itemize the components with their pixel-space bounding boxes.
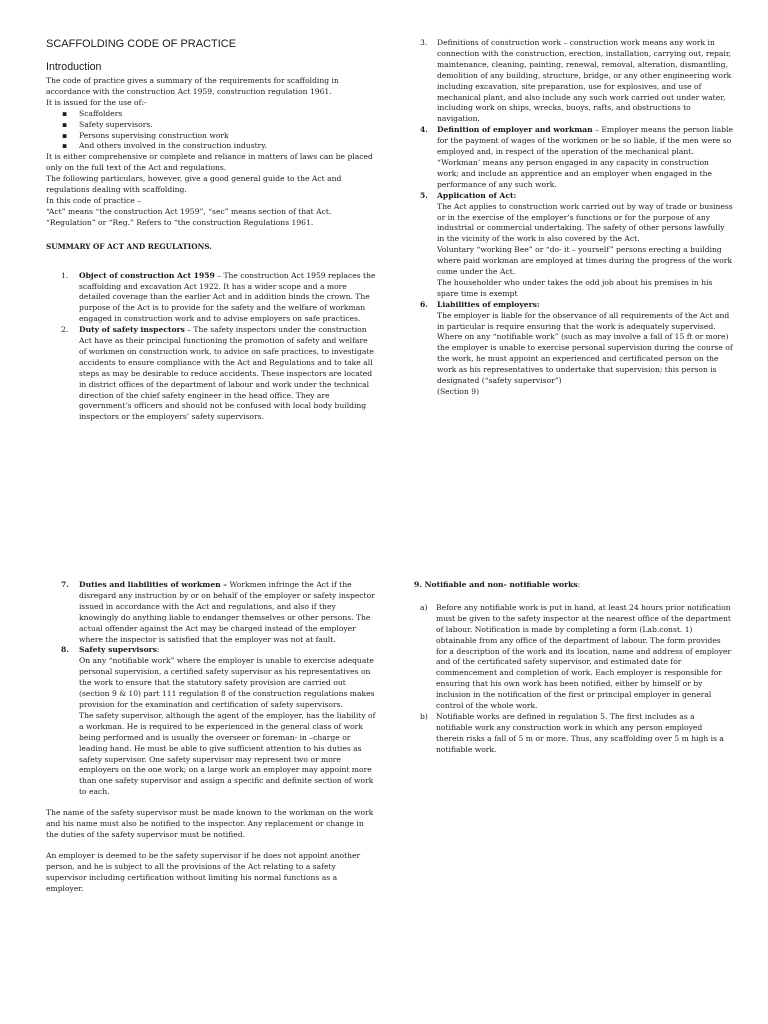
item-title: Definition of employer and workman [437, 125, 593, 135]
list-item: ▪ And others involved in the construction industry. [46, 141, 376, 152]
item-text: Workmen infringe the Act if the disregard any instruction by or on behalf of the employer or safety inspector issued in accordance with the Act and regulations, and also if they knowingly do anything liable to endanger themselves or other persons. The actual offender against the Act may be charged instead of the employer where the inspector is satisfied that the employer was not at fault. [79, 580, 375, 644]
list-item [420, 38, 733, 125]
spacer [46, 841, 376, 851]
list-item [420, 125, 733, 190]
intro-paragraph: It is either comprehensive or complete and reliance in matters of laws can be placed only on the full text of the Act and regulations. [46, 152, 373, 173]
section-heading-text: 9. Notifiable and non- notifiable works [414, 580, 578, 589]
item-number: 6. [420, 299, 428, 309]
item-number: 2. [61, 325, 69, 335]
intro-paragraph: “Act” means “the construction Act 1959”, “sec” means section of that Act. [46, 206, 332, 216]
item-section-reference: (Section 9) [437, 387, 480, 396]
list-item: ▪ Safety supervisors. [46, 120, 376, 131]
item-number: 5. [420, 190, 428, 200]
item-label: a) [420, 602, 428, 612]
item-number: 1. [61, 270, 69, 280]
item-text: – Employer means the person liable for the payment of wages of the workmen or be so liable, if the men were so employed and, in respect of the operation of the mechanical plant. “Workman’ means any person engaged in any capacity in construction work; and include an apprentice and an employer when engaged in the performance of any such work. [437, 125, 733, 189]
section-heading [414, 580, 732, 591]
list-item [46, 325, 376, 423]
item-text: Before any notifiable work is put in hand, at least 24 hours prior notification must be given to the safety inspector at the nearest office of the department of labour. Notification is made by completing a form (Lab.const. 1) obtainable from any office of the department of labour. The form provides for a description of the work and its location, name and address of employer and of the certificated safety supervisor, and estimated date for commencement and completion of work. Each employer is responsible for ensuring that his own work has been notified, either by himself or by inclusion in the notification of the first or principal employer in general control of the whole work. [436, 602, 732, 711]
summary-heading: SUMMARY OF ACT AND REGULATIONS. [46, 241, 212, 251]
item-number: 8. [61, 645, 69, 655]
intro-heading: Introduction [46, 61, 102, 73]
item-text: The Act applies to construction work carried out by way of trade or business or in the exercise of the employer’s functions or for the purpose of any industrial or commercial undertaking. The safety of other persons lawfully in the vicinity of the work is also covered by the Act. [437, 201, 733, 244]
spacer [46, 798, 376, 808]
list-item [46, 645, 376, 798]
intro-paragraph: The code of practice gives a summary of the requirements for scaffolding in accordance with the construction Act 1959, construction regulation 1961. [46, 76, 339, 96]
page1-left-column [46, 38, 376, 423]
item-title: Application of Act: [437, 190, 517, 200]
document-title: SCAFFOLDING CODE OF PRACTICE [46, 38, 237, 50]
intro-paragraph: The following particulars, however, give a good general guide to the Act and regulations dealing with scaffolding. [46, 174, 342, 195]
item-number: 7. [61, 580, 69, 589]
item-number: 3. [420, 38, 428, 47]
list-item: ▪ Scaffolders [46, 109, 376, 120]
item-title: Duty of safety inspectors [79, 325, 185, 335]
list-item [46, 580, 376, 645]
intro-bullet-list [46, 109, 376, 153]
item-title: Duties and liabilities of workmen – [79, 580, 228, 589]
item-text: Voluntary “working Bee” or “do- it – yourself” persons erecting a building where paid workman are employed at times during the progress of the work come under the Act. [437, 245, 733, 277]
page1-right-column [420, 38, 733, 398]
item-text: The employer is liable for the observance of all requirements of the Act and in particular is require ensuring that the work is adequately supervised. Where on any “notifiable work” (such as may involve a fall of 15 ft or more) the employer is unable to exercise personal supervision during the course of the work, he must appoint an experienced and certificated person on the work as his representatives to undertake that supervision; this person is designated (“safety supervisor”) [437, 310, 733, 386]
item-title: Safety supervisors [79, 645, 157, 655]
item-title: Liabilities of employers: [437, 299, 540, 309]
body-paragraph: The name of the safety supervisor must be made known to the workman on the work and his name must also be notified to the inspector. Any replacement or change in the duties of the safety supervisor must be notified. [46, 808, 374, 839]
list-item: ▪ Persons supervising construction work [46, 131, 376, 142]
item-title-suffix: : [156, 645, 160, 655]
item-text: The householder who under takes the odd job about his premises in his spare time is exempt [437, 277, 713, 298]
list-item [420, 300, 733, 398]
list-item [414, 603, 732, 712]
item-text: Definitions of construction work – construction work means any work in connection with the construction, erection, installation, carrying out, repair, maintenance, cleaning, painting, renewal, removal, alteration, dismantling, demolition of any building, structure, bridge, or any other engineering work including excavation, site preparation, use for explosives, and use of mechanical plant, and also include any such work carried out under water, including work on ships, wrecks, buoys, rafts, and obstructions to navigation. [437, 38, 732, 124]
intro-paragraph: In this code of practice – [46, 195, 142, 205]
item-text: Notifiable works are defined in regulation 5. The first includes as a notifiable work any construction work in which any person employed therein risks a fall of 5 m or more. Thus, any scaffolding over 5 m high is a notifiable work. [436, 711, 724, 754]
list-item [46, 271, 376, 326]
list-item [420, 191, 733, 300]
list-item [414, 712, 732, 756]
intro-paragraph: “Regulation” or “Reg.” Refers to “the construction Regulations 1961. [46, 217, 314, 227]
intro-use-line: It is issued for the use of:- [46, 97, 147, 107]
page2-left-column [46, 580, 376, 894]
item-title: Object of construction Act 1959 [79, 270, 215, 280]
item-label: b) [420, 711, 428, 721]
item-text: – The safety inspectors under the construction Act have as their principal functioning the promotion of safety and welfare of workmen on construction work, to advice on safe practices, to investigate accidents to ensure compliance with the Act and Regulations and to take all steps as may be desirable to reduce accidents. These inspectors are located in district offices of the department of labour and work under the technical direction of the chief safety engineer in the head office. They are government’s officers and should not be confused with local body building inspectors or the employers’ safety supervisors. [79, 325, 374, 422]
page2-right-column [414, 580, 732, 756]
item-text: – The construction Act 1959 replaces the scaffolding and excavation Act 1922. It has a wider scope and a more detailed coverage than the earlier Act and in addition binds the crown. The purpose of the Act is to provide for the safety and the welfare of workman engaged in construction work and to advise employers on safe practices. [79, 270, 376, 324]
item-text: The safety supervisor, although the agent of the employer, has the liability of a workman. He is required to be experienced in the general class of work being performed and is usually the overseer or foreman- in –charge or leading hand. He must be able to give sufficient attention to his duties as safety supervisor. One safety supervisor may represent two or more employers on the one work; on a large work an employer may appoint more than one safety supervisor and assign a specific and definite section of work to each. [79, 710, 376, 797]
section-heading-suffix: : [577, 580, 581, 589]
body-paragraph: An employer is deemed to be the safety supervisor if he does not appoint another person, and he is subject to all the provisions of the Act relating to a safety supervisor including certification without limiting his normal functions as a employer. [46, 850, 361, 893]
item-number: 4. [420, 125, 428, 135]
item-text: On any “notifiable work” where the employer is unable to exercise adequate personal supervision, a certified safety supervisor as his representatives on the work to ensure that the statutory safety provision are carried out (section 9 & 10) part 111 regulation 8 of the construction regulations makes provision for the examination and certification of safety supervisors. [79, 656, 375, 709]
